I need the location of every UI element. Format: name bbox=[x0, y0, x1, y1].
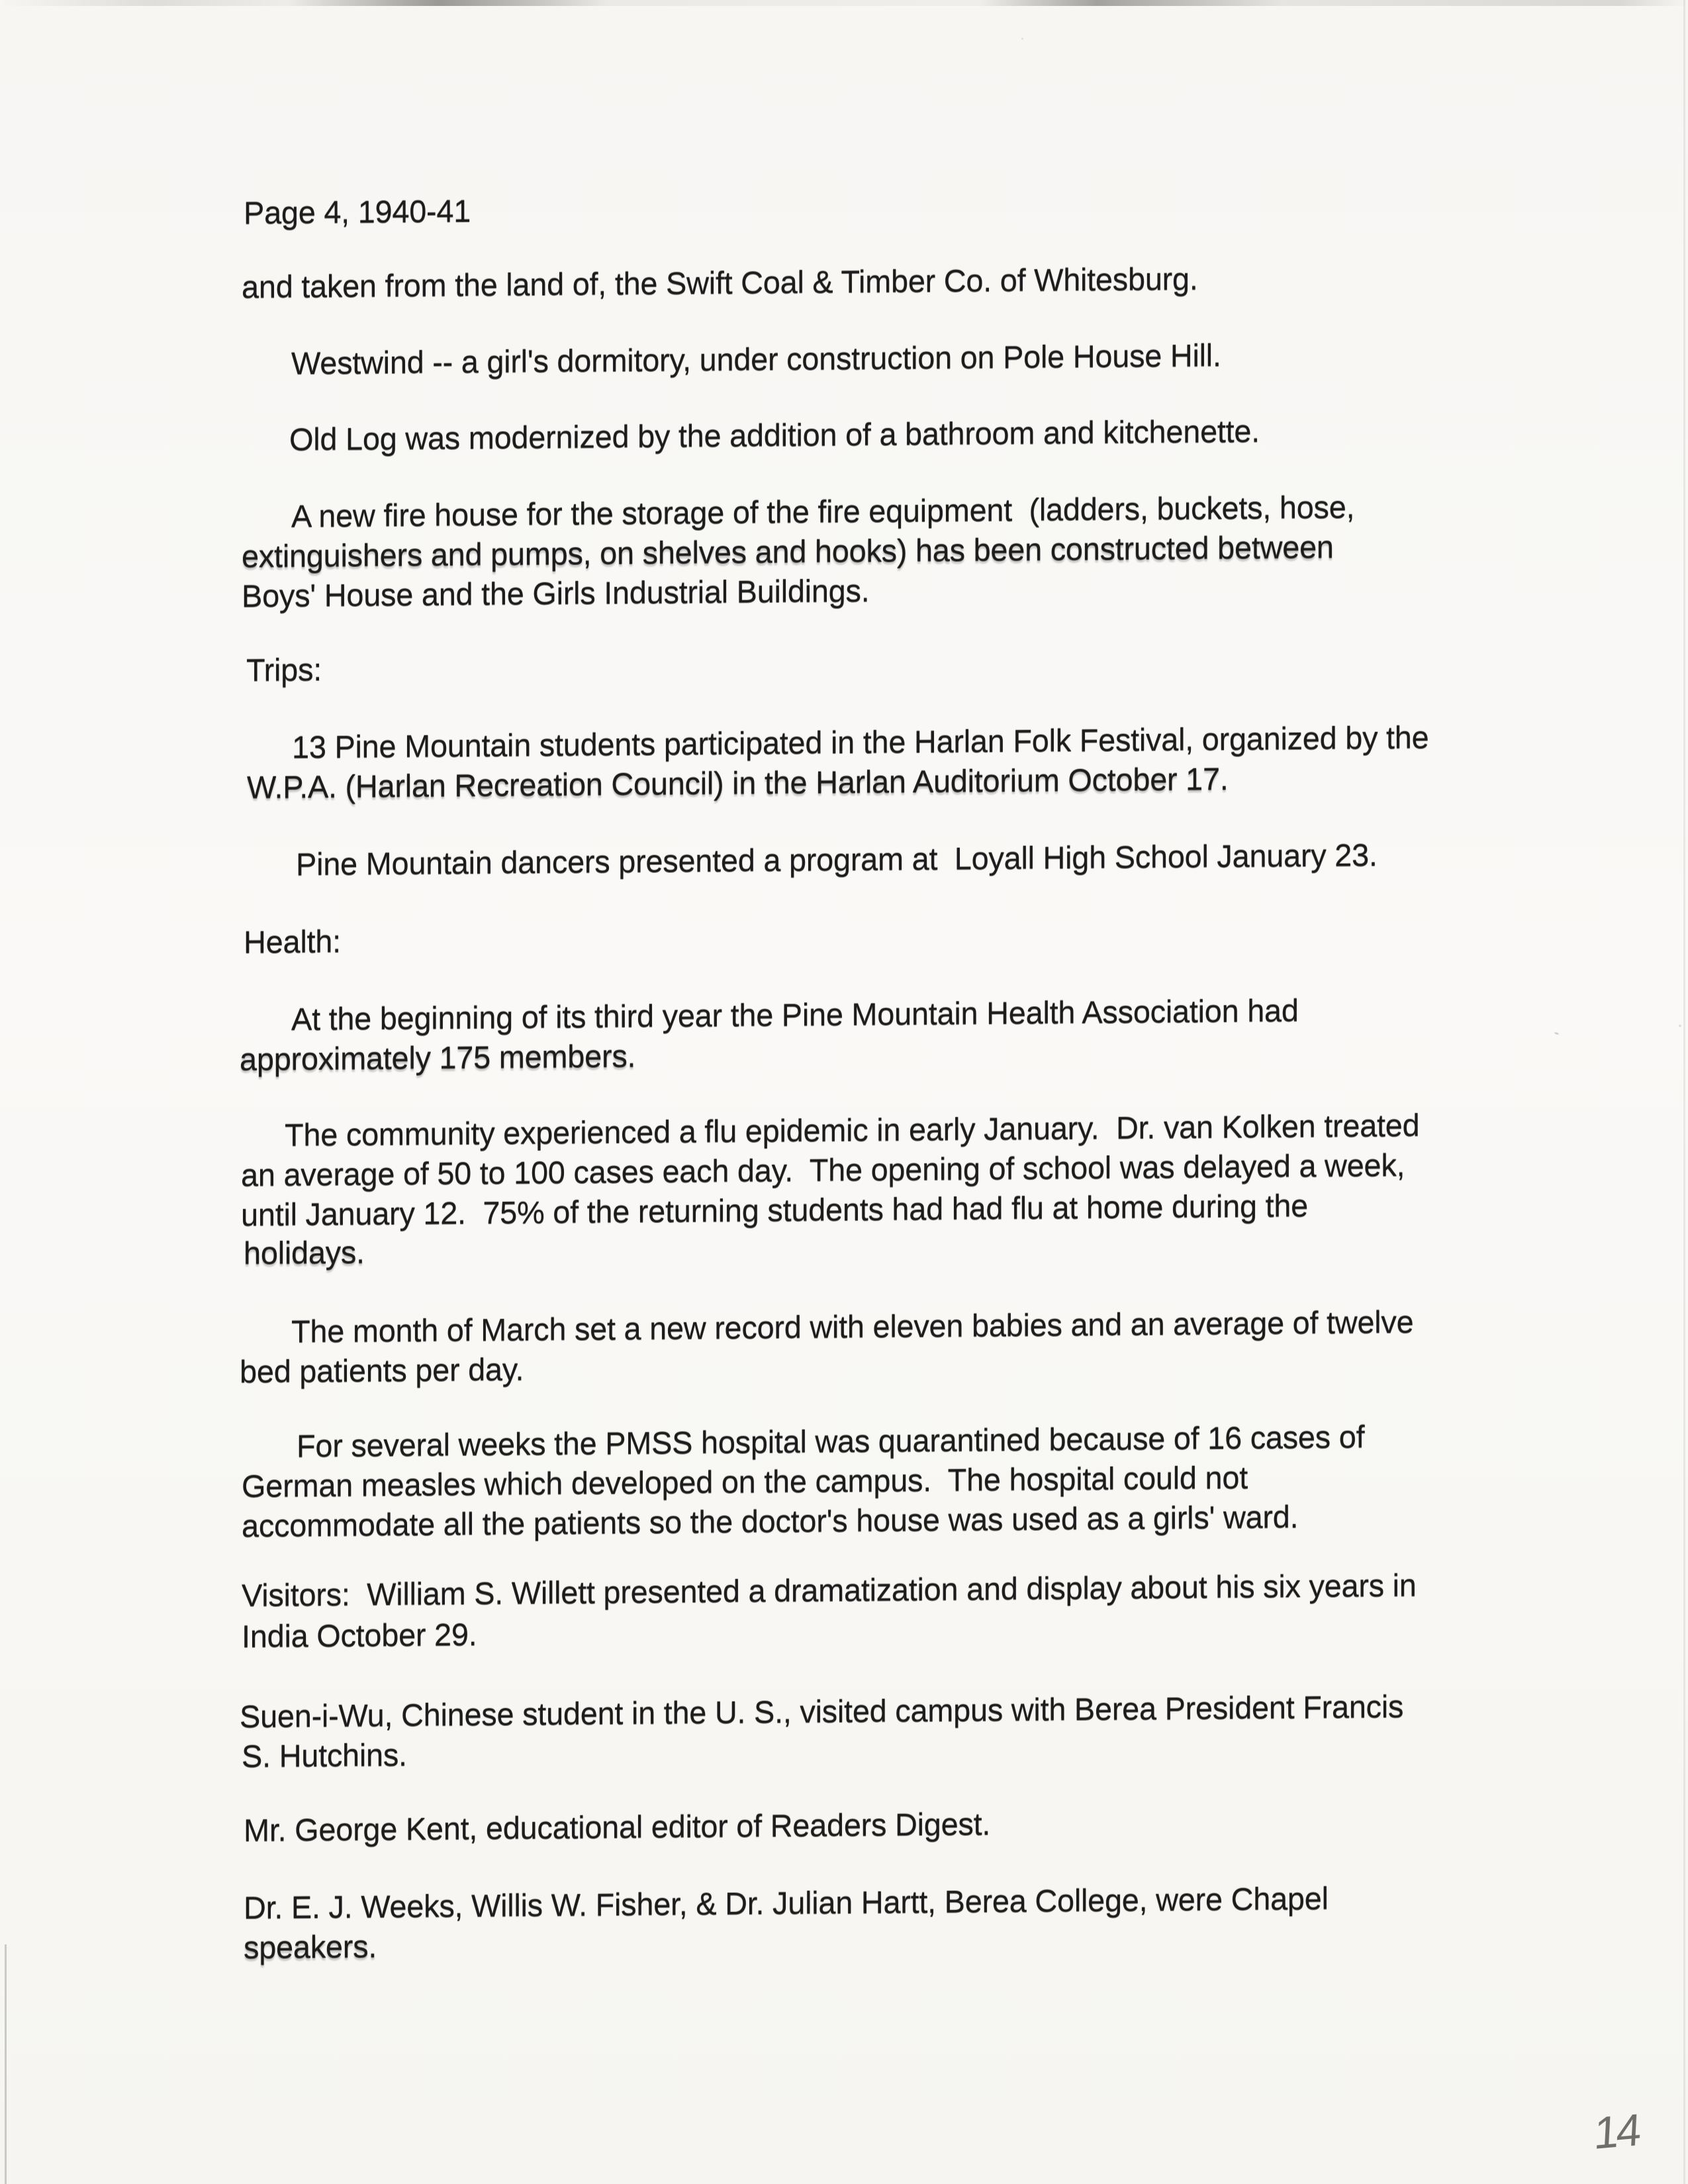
body-line: bed patients per day. bbox=[240, 1351, 524, 1389]
section-heading-health: Health: bbox=[244, 923, 341, 960]
body-line: At the beginning of its third year the Pine Mountain Health Association had bbox=[291, 993, 1299, 1037]
body-line: India October 29. bbox=[242, 1616, 477, 1654]
body-line: an average of 50 to 100 cases each day. The opening of school was delayed a week, bbox=[241, 1147, 1405, 1193]
section-heading-trips: Trips: bbox=[246, 651, 322, 688]
body-line: holidays. bbox=[244, 1234, 365, 1271]
body-line: Mr. George Kent, educational editor of Readers Digest. bbox=[244, 1806, 991, 1848]
body-line: The community experienced a flu epidemic in early January. Dr. van Kolken treated bbox=[285, 1107, 1420, 1153]
body-line: For several weeks the PMSS hospital was quarantined because of 16 cases of bbox=[297, 1419, 1365, 1464]
body-line: German measles which developed on the campus. The hospital could not bbox=[242, 1459, 1248, 1504]
body-line: extinguishers and pumps, on shelves and hooks) has been constructed between bbox=[242, 529, 1334, 574]
handwritten-page-number: 14 bbox=[1593, 2104, 1640, 2160]
body-line: and taken from the land of, the Swift Coal & Timber Co. of Whitesburg. bbox=[242, 261, 1198, 304]
body-line: W.P.A. (Harlan Recreation Council) in the Harlan Auditorium October 17. bbox=[247, 760, 1229, 805]
body-line: The month of March set a new record with eleven babies and an average of twelve bbox=[291, 1304, 1414, 1349]
body-line: 13 Pine Mountain students participated in the Harlan Folk Festival, organized by the bbox=[292, 719, 1429, 765]
body-line: speakers. bbox=[244, 1929, 377, 1965]
body-line: Suen-i-Wu, Chinese student in the U. S., visited campus with Berea President Francis bbox=[240, 1688, 1404, 1734]
body-line: Old Log was modernized by the addition of a bathroom and kitchenette. bbox=[289, 413, 1260, 457]
body-line: accommodate all the patients so the doctor's house was used as a girls' ward. bbox=[242, 1499, 1299, 1543]
page-header: Page 4, 1940-41 bbox=[244, 193, 471, 230]
body-line: Pine Mountain dancers presented a program at Loyall High School January 23. bbox=[296, 837, 1378, 882]
body-line: Westwind -- a girl's dormitory, under construction on Pole House Hill. bbox=[291, 338, 1221, 381]
body-line: approximately 175 members. bbox=[240, 1038, 636, 1077]
body-line: S. Hutchins. bbox=[242, 1737, 407, 1774]
body-line: A new fire house for the storage of the fire equipment (ladders, buckets, hose, bbox=[291, 489, 1355, 534]
section-heading-visitors: Visitors: William S. Willett presented a dramatization and display about his six years in bbox=[242, 1567, 1417, 1613]
body-line: Dr. E. J. Weeks, Willis W. Fisher, & Dr. Julian Hartt, Berea College, were Chapel bbox=[244, 1880, 1329, 1925]
body-line: until January 12. 75% of the returning students had had flu at home during the bbox=[241, 1187, 1308, 1232]
body-line: Boys' House and the Girls Industrial Buildings. bbox=[242, 572, 870, 614]
